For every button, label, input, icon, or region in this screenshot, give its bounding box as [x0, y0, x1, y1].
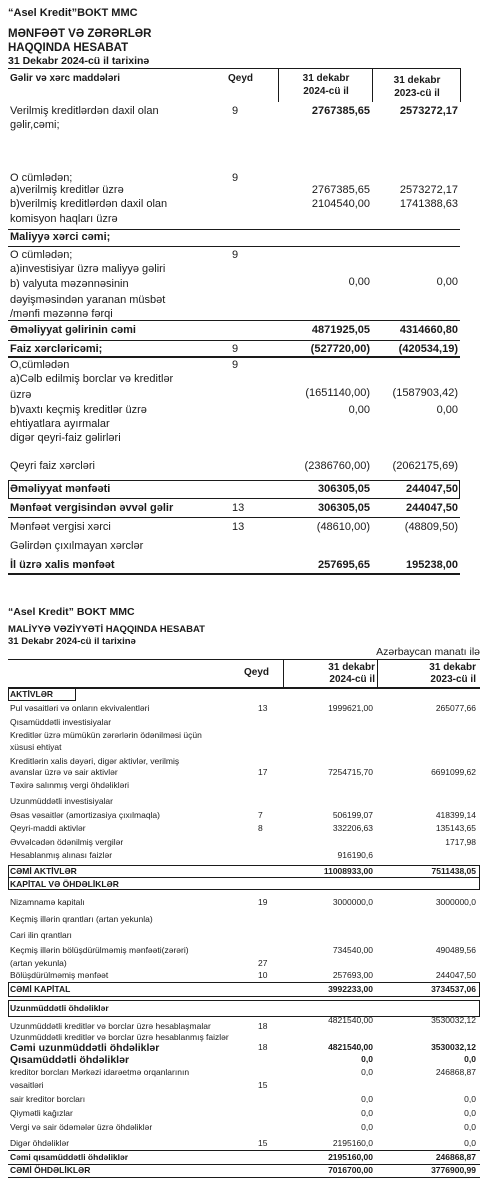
- column-header-2023-line2: 2023-cü il: [394, 88, 440, 99]
- value-2023: 0,00: [436, 276, 458, 288]
- value-2024: 2767385,65: [311, 105, 370, 117]
- value-2024: 4821540,00: [328, 1042, 373, 1052]
- row-label: Verilmiş kreditlərdən daxil olan: [10, 105, 159, 117]
- value-2024: 2195160,0: [332, 1138, 373, 1148]
- row-label: komisyon haqları üzrə: [10, 213, 118, 225]
- row-label: Cari ilin qrantları: [10, 930, 72, 940]
- value-2024: 0,0: [361, 1054, 373, 1064]
- row-label: /mənfi məzənnə fərqi: [10, 308, 113, 320]
- rule: [8, 246, 460, 247]
- value-2023: 246868,87: [435, 1152, 476, 1162]
- value-2023: 2573272,17: [399, 105, 458, 117]
- value-2024: 0,0: [361, 1067, 373, 1077]
- row-label: b)verilmiş kreditlərdən daxil olan: [10, 198, 168, 210]
- report-title-line1: MƏNFƏƏT VƏ ZƏRƏRLƏR: [8, 28, 152, 40]
- report-date-2: 31 Dekabr 2024-cü il tarixinə: [8, 636, 136, 647]
- row-note: 9: [232, 105, 239, 117]
- row-label: Qeyri faiz xərcləri: [10, 460, 95, 472]
- value-2024: 306305,05: [318, 502, 370, 514]
- column-header-item: Gəlir və xərc maddələri: [10, 73, 121, 84]
- row-label: ehtiyatlara ayırmalar: [10, 418, 110, 430]
- row-note: 18: [258, 1042, 268, 1052]
- row-label: Əsas vəsaitlər (amortizasiya çıxılmaqla): [10, 810, 160, 820]
- value-2024: 734540,00: [332, 945, 373, 955]
- column-header-2024-line1-2: 31 dekabr: [328, 662, 375, 673]
- column-divider: [278, 68, 279, 102]
- row-note: 10: [258, 970, 268, 980]
- value-2023: (420534,19): [398, 343, 458, 355]
- value-2024: 506199,07: [332, 810, 373, 820]
- rule: [8, 1177, 480, 1178]
- row-label: Təxirə salınmış vergi öhdəlikləri: [10, 780, 130, 790]
- row-label: xüsusi ehtiyat: [10, 742, 62, 752]
- row-label: İl üzrə xalis mənfəət: [10, 559, 115, 571]
- column-divider: [372, 68, 373, 102]
- row-note: 8: [258, 823, 263, 833]
- value-2024: (527720,00): [310, 343, 370, 355]
- row-label: Keçmiş illərin bölüşdürülməmiş mənfəəti(zərəri): [10, 945, 189, 955]
- row-label: Vergi və sair ödəmələr üzrə öhdəliklər: [10, 1122, 153, 1132]
- value-2024: 2767385,65: [311, 184, 370, 196]
- column-header-2024-line1: 31 dekabr: [302, 73, 350, 84]
- row-label: Kreditlər üzrə mümükün zərərlərin ödənilməsi üçün: [10, 730, 202, 740]
- row-label: Qeyri-maddi aktivlər: [10, 823, 86, 833]
- value-2024: 1999621,00: [328, 703, 373, 713]
- row-label: Keçmiş illərin qrantları (artan yekunla): [10, 914, 153, 924]
- value-2024: 4871925,05: [311, 324, 370, 336]
- row-label: Digər öhdəliklər: [10, 1138, 70, 1148]
- row-label: Əvvəlcədən ödənilmiş vergilər: [10, 837, 124, 847]
- value-2023: 0,0: [464, 1108, 476, 1118]
- row-note: 9: [232, 172, 239, 184]
- rule: [8, 1150, 480, 1151]
- row-label: Uzunmüddətli kreditlər və borclar üzrə hesablaşmalar: [10, 1021, 211, 1031]
- rule: [8, 517, 460, 518]
- value-2023: 2573272,17: [399, 184, 458, 196]
- value-2023: 490489,56: [435, 945, 476, 955]
- value-2023: 6691099,62: [431, 767, 476, 777]
- value-2023: 135143,65: [435, 823, 476, 833]
- company-name-2: “Asel Kredit” BOKT MMC: [8, 606, 135, 618]
- value-2024: 3000000,0: [332, 897, 373, 907]
- row-label: CƏMİ KAPİTAL: [10, 984, 71, 994]
- value-2024: (1651140,00): [305, 387, 370, 399]
- row-label: Uzunmüddətli öhdəliklər: [10, 1003, 109, 1013]
- value-2023: 265077,66: [435, 703, 476, 713]
- column-divider: [460, 68, 461, 102]
- row-note: 19: [258, 897, 268, 907]
- row-note: 9: [232, 343, 239, 355]
- row-note: 13: [258, 703, 268, 713]
- row-note: 17: [258, 767, 268, 777]
- value-2023: 0,0: [464, 1138, 476, 1148]
- row-label: KAPİTAL VƏ ÖHDƏLİKLƏR: [10, 879, 119, 889]
- value-2024: 0,00: [348, 404, 370, 416]
- column-header-note: Qeyd: [228, 73, 254, 84]
- row-note: 13: [232, 521, 245, 533]
- row-label: Mənfəət vergisindən əvvəl gəlir: [10, 502, 174, 514]
- value-2024: 0,0: [361, 1108, 373, 1118]
- value-2024: 7016700,00: [328, 1165, 373, 1175]
- value-2023: 3000000,0: [435, 897, 476, 907]
- rule: [8, 356, 460, 358]
- column-divider: [283, 659, 284, 687]
- value-2024: 4821540,00: [328, 1015, 373, 1025]
- row-label: sair kreditor borcları: [10, 1094, 86, 1104]
- row-label: Qısamüddətli öhdəliklər: [10, 1054, 130, 1066]
- value-2023: 0,0: [464, 1054, 476, 1064]
- row-label: Əməliyyat gəlirinin cəmi: [10, 324, 136, 336]
- value-2024: 0,0: [361, 1122, 373, 1132]
- report-title-2: MALİYYƏ VƏZİYYƏTİ HAQQINDA HESABAT: [8, 624, 205, 635]
- value-2023: 244047,50: [435, 970, 476, 980]
- value-2024: 0,00: [348, 276, 370, 288]
- row-label: CƏMİ ÖHDƏLİKLƏR: [10, 1165, 91, 1175]
- row-label: gəlir,cəmi;: [10, 119, 60, 131]
- row-label: Mənfəət vergisi xərci: [10, 521, 111, 533]
- row-label: b)vaxtı keçmiş kreditlər üzrə: [10, 404, 147, 416]
- value-2023: 244047,50: [406, 502, 458, 514]
- row-label: O,cümlədən: [10, 359, 70, 371]
- value-2023: 7511438,05: [431, 866, 476, 876]
- value-2024: 257693,00: [332, 970, 373, 980]
- column-divider: [377, 659, 378, 687]
- currency-note: Azərbaycan manatı ilə: [376, 646, 480, 658]
- value-2023: 418399,14: [435, 810, 476, 820]
- value-2024: 332206,63: [332, 823, 373, 833]
- row-label: Maliyyə xərci cəmi;: [10, 231, 111, 243]
- value-2023: 3734537,06: [431, 984, 476, 994]
- row-label: Gəlirdən çıxılmayan xərclər: [10, 540, 144, 552]
- row-note: 18: [258, 1021, 268, 1031]
- row-note: 15: [258, 1080, 268, 1090]
- row-label: Qısamüddətli investisiyalar: [10, 717, 112, 727]
- value-2023: (2062175,69): [392, 460, 458, 472]
- report-title-line2: HAQQINDA HESABAT: [8, 42, 129, 54]
- value-2024: 2195160,00: [328, 1152, 373, 1162]
- value-2023: 0,0: [464, 1094, 476, 1104]
- column-header-2023-line1: 31 dekabr: [393, 75, 441, 86]
- row-label: Qiymətli kağızlar: [10, 1108, 73, 1118]
- row-label: (artan yekunla): [10, 958, 67, 968]
- row-label: Əməliyyat mənfəəti: [10, 483, 111, 495]
- value-2024: 306305,05: [318, 483, 370, 495]
- value-2023: 0,0: [464, 1122, 476, 1132]
- value-2024: 2104540,00: [311, 198, 370, 210]
- header-rule-top-2: [8, 659, 480, 660]
- value-2024: (48610,00): [316, 521, 370, 533]
- row-label: CƏMİ AKTİVLƏR: [10, 866, 77, 876]
- column-header-2023-line2-2: 2023-cü il: [430, 674, 476, 685]
- value-2023: 244047,50: [406, 483, 458, 495]
- row-note: 15: [258, 1138, 268, 1148]
- rule: [8, 687, 480, 689]
- row-label: Cəmi uzunmüddətli öhdəliklər: [10, 1042, 160, 1054]
- row-label: Hesablanmış alınası faizlər: [10, 850, 113, 860]
- value-2023: 3530032,12: [431, 1042, 476, 1052]
- header-rule-top: [8, 68, 460, 69]
- row-note: 9: [232, 249, 239, 261]
- row-note: 9: [232, 359, 239, 371]
- value-2023: 4314660,80: [399, 324, 458, 336]
- rule: [8, 320, 460, 321]
- row-label: a)verilmiş kreditlər üzrə: [10, 184, 124, 196]
- row-label: a)investisiyar üzrə maliyyə gəliri: [10, 263, 166, 275]
- row-label: O cümlədən;: [10, 172, 73, 184]
- row-note: 13: [232, 502, 245, 514]
- value-2023: 0,00: [436, 404, 458, 416]
- value-2023: 1717,98: [445, 837, 476, 847]
- rule: [8, 229, 460, 230]
- value-2023: (1587903,42): [392, 387, 458, 399]
- rule: [8, 340, 460, 341]
- rule: [8, 573, 460, 575]
- row-note: 7: [258, 810, 263, 820]
- row-label: Uzunmüddətli investisiyalar: [10, 796, 113, 806]
- row-label: avanslar üzrə və sair aktivlər: [10, 767, 118, 777]
- column-header-2023-line1-2: 31 dekabr: [429, 662, 476, 673]
- row-label: kreditor borcları Mərkəzi idarəetmə orqanlarının: [10, 1067, 190, 1077]
- value-2024: 3992233,00: [328, 984, 373, 994]
- value-2023: 1741388,63: [399, 198, 458, 210]
- row-label: Kreditlərin xalis dəyəri, digər aktivlər, verilmiş: [10, 756, 180, 766]
- row-label: Uzunmüddətli kreditlər və borclar üzrə hesablanmış faizlər: [10, 1032, 229, 1042]
- company-name: “Asel Kredit”BOKT MMC: [8, 7, 138, 19]
- row-label: Pul vəsaitləri və onların ekvivalentləri: [10, 703, 150, 713]
- row-label: dəyişməsindən yaranan müsbət: [10, 294, 166, 306]
- value-2023: 195238,00: [406, 559, 458, 571]
- row-label: üzrə: [10, 389, 32, 401]
- row-label: b) valyuta məzənnəsinin: [10, 278, 129, 290]
- row-label: Bölüşdürülməmiş mənfəət: [10, 970, 109, 980]
- column-header-2024-line2: 2024-cü il: [303, 86, 349, 97]
- column-header-note-2: Qeyd: [244, 667, 270, 678]
- value-2023: 3776900,99: [431, 1165, 476, 1175]
- value-2024: 0,0: [361, 1094, 373, 1104]
- row-label: digər qeyri-faiz gəlirləri: [10, 432, 121, 444]
- row-label: AKTİVLƏR: [10, 689, 54, 699]
- row-note: 27: [258, 958, 268, 968]
- row-label: Faiz xərcləricəmi;: [10, 343, 103, 355]
- value-2024: 11008933,00: [323, 866, 373, 876]
- value-2023: 3530032,12: [431, 1015, 476, 1025]
- column-header-2024-line2-2: 2024-cü il: [329, 674, 375, 685]
- value-2024: 257695,65: [318, 559, 370, 571]
- value-2024: (2386760,00): [304, 460, 370, 472]
- row-label: vəsaitləri: [10, 1080, 44, 1090]
- row-label: Cəmi qısamüddətli öhdəliklər: [10, 1152, 129, 1162]
- value-2024: 916190,6: [337, 850, 373, 860]
- value-2024: 7254715,70: [328, 767, 373, 777]
- row-label: Nizamnamə kapitalı: [10, 897, 85, 907]
- report-date: 31 Dekabr 2024-cü il tarixinə: [8, 55, 150, 67]
- value-2023: (48809,50): [404, 521, 458, 533]
- row-label: O cümlədən;: [10, 249, 73, 261]
- value-2023: 246868,87: [435, 1067, 476, 1077]
- row-label: a)Cəlb edilmiş borclar və kreditlər: [10, 373, 174, 385]
